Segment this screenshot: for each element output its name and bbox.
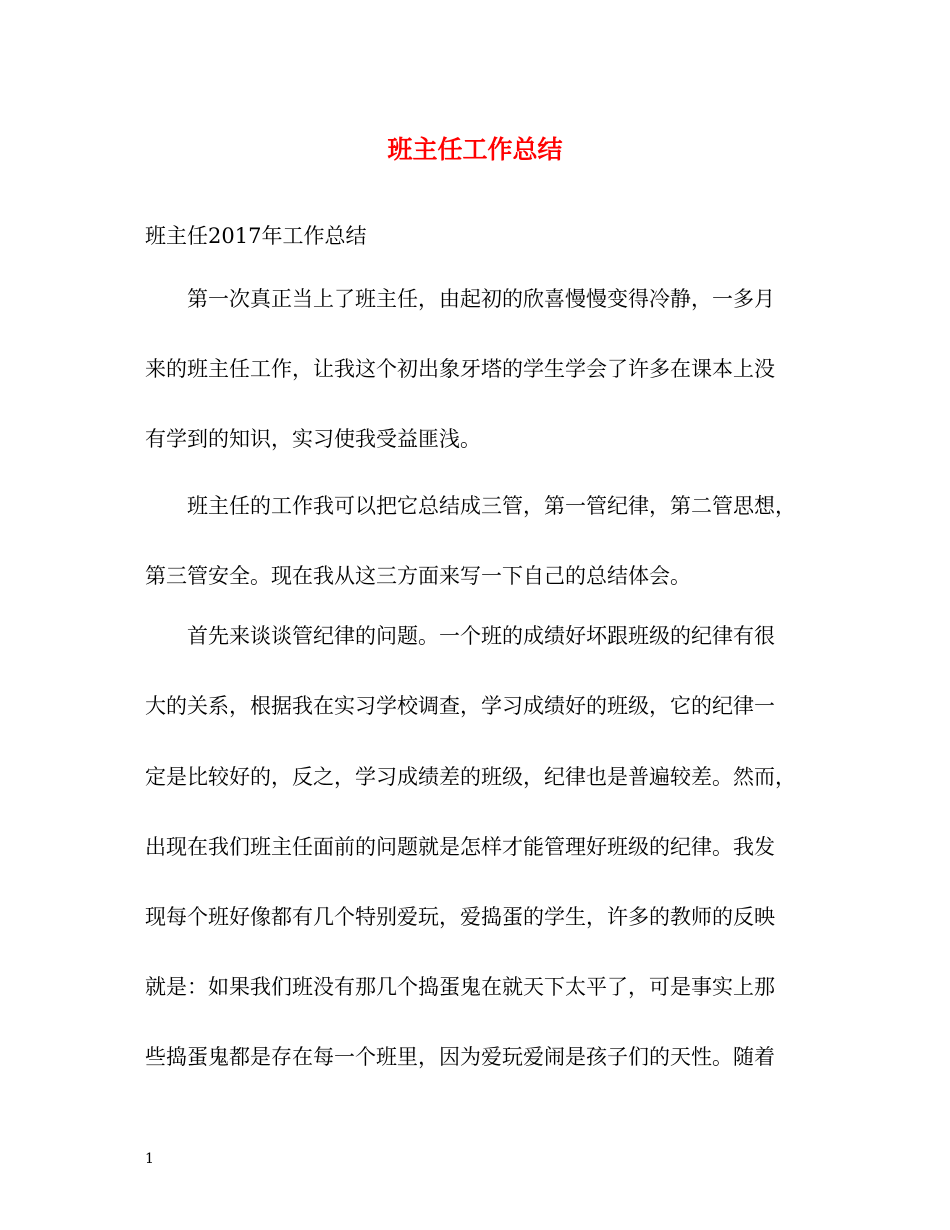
paragraph-line: 出现在我们班主任面前的问题就是怎样才能管理好班级的纪律。我发 [145,835,775,859]
paragraph-line: 现每个班好像都有几个特别爱玩，爱捣蛋的学生，许多的教师的反映 [145,905,775,929]
paragraph-line: 第三管安全。现在我从这三方面来写一下自己的总结体会。 [145,564,691,588]
paragraph-line: 第一次真正当上了班主任，由起初的欣喜慢慢变得冷静，一多月 [187,287,775,311]
paragraph-line: 就是：如果我们班没有那几个捣蛋鬼在就天下太平了，可是事实上那 [145,975,775,999]
paragraph-line: 班主任的工作我可以把它总结成三管，第一管纪律，第二管思想， [187,494,796,518]
paragraph-line: 来的班主任工作，让我这个初出象牙塔的学生学会了许多在课本上没 [145,357,775,381]
page-number: 1 [145,1151,154,1167]
paragraph-line: 大的关系，根据我在实习学校调查，学习成绩好的班级，它的纪律一 [145,694,775,718]
document-subtitle: 班主任2017年工作总结 [145,224,367,248]
paragraph-line: 首先来谈谈管纪律的问题。一个班的成绩好坏跟班级的纪律有很 [187,624,775,648]
paragraph-line: 定是比较好的，反之，学习成绩差的班级，纪律也是普遍较差。然而， [145,765,796,789]
document-title: 班主任工作总结 [387,135,563,164]
paragraph-line: 有学到的知识，实习使我受益匪浅。 [145,427,481,451]
paragraph-line: 些捣蛋鬼都是存在每一个班里，因为爱玩爱闹是孩子们的天性。随着 [145,1045,775,1069]
